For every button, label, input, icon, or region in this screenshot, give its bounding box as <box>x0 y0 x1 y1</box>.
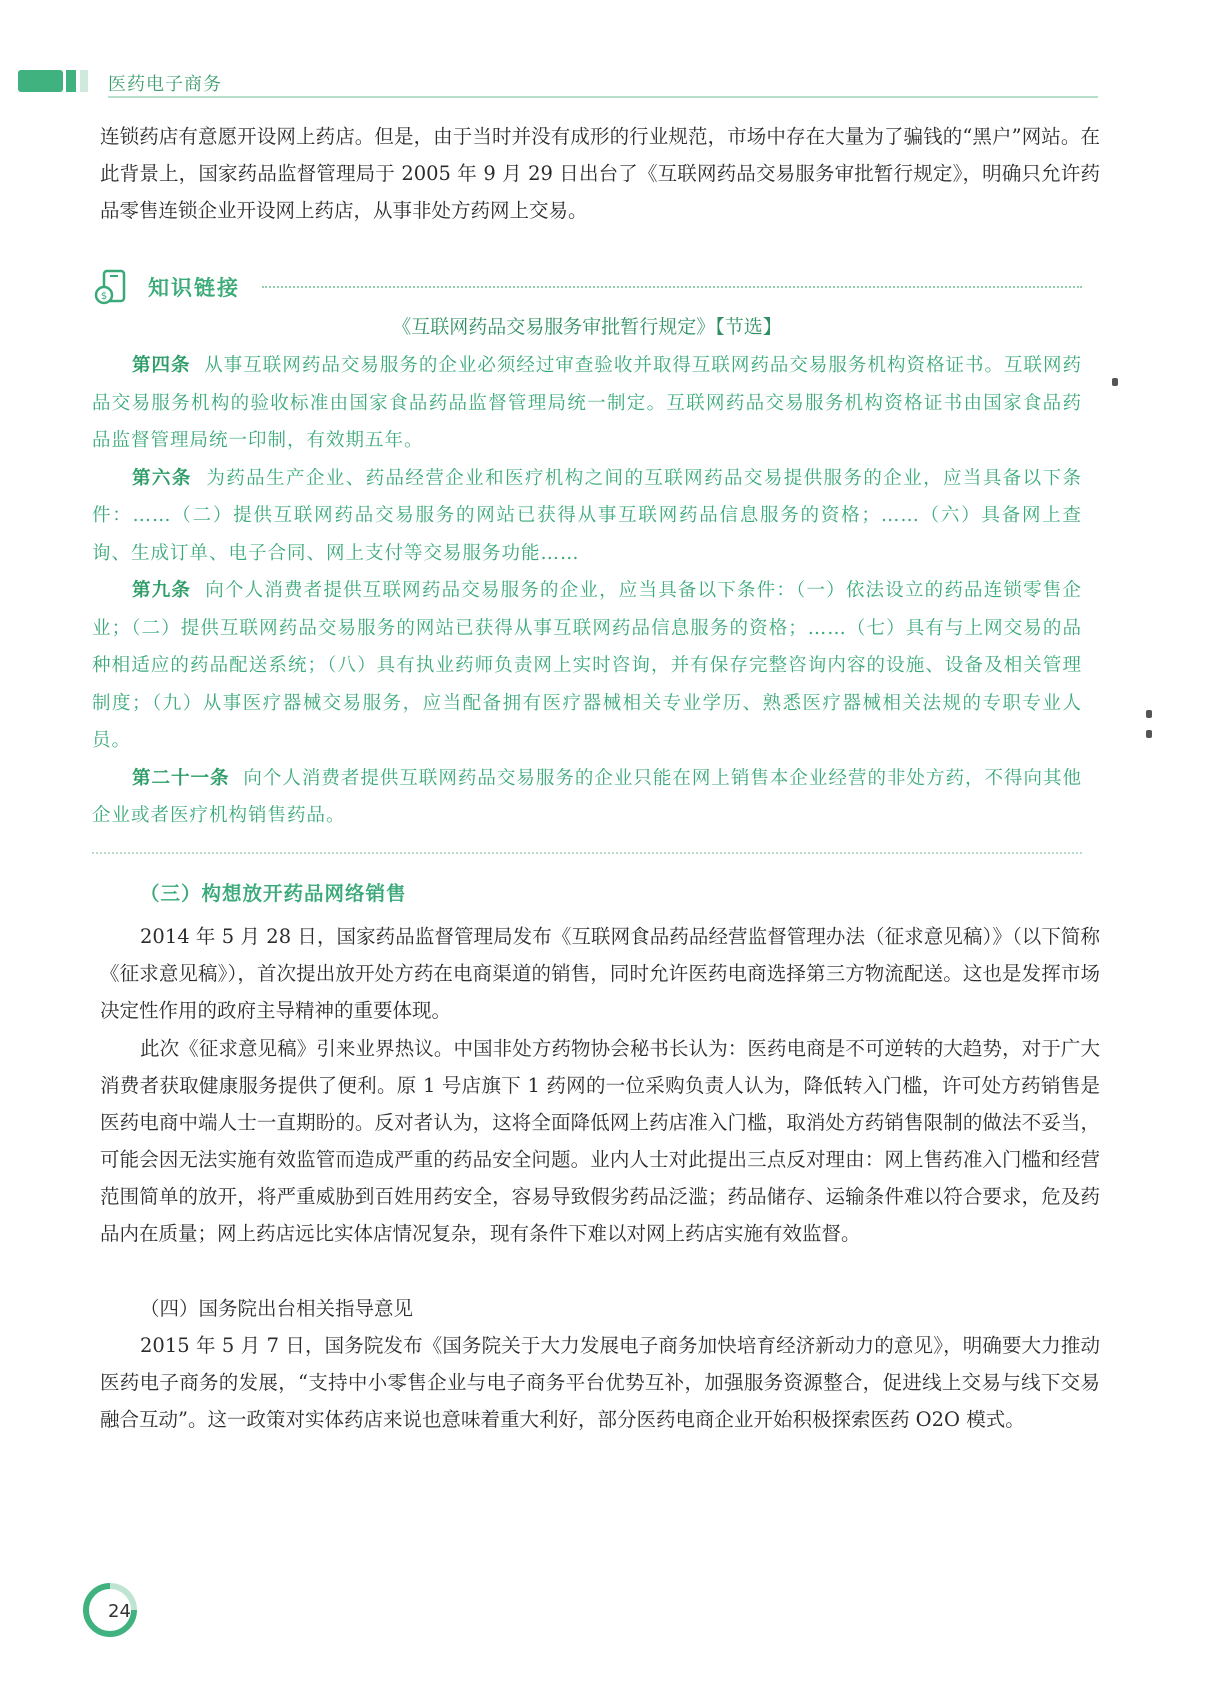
article-text: 向个人消费者提供互联网药品交易服务的企业，应当具备以下条件：（一）依法设立的药品连锁零售企业；（二）提供互联网药品交易服务的网站已获得从事互联网药品信息服务的资格；……（七）具有与上网交易的品种相适应的药品配送系统；（八）具有执业药师负责网上实时咨询，并有保存完整咨询内容的设施、设备及相关管理制度；（九）从事医疗器械交易服务，应当配备拥有医疗器械相关专业学历、熟悉医疗器械相关法规的专职专业人员。 <box>92 580 1082 751</box>
section4-paragraph-1: 2015 年 5 月 7 日，国务院发布《国务院关于大力发展电子商务加快培育经济新动力的意见》，明确要大力推动医药电子商务的发展，“支持中小零售企业与电子商务平台优势互补，加强服务资源整合，促进线上交易与线下交易融合互动”。这一政策对实体药店来说也意味着重大利好，部分医药电商企业开始积极探索医药 O2O 模式。 <box>100 1334 1100 1431</box>
section3-paragraph-1: 2014 年 5 月 28 日，国家药品监督管理局发布《互联网食品药品经营监督管理办法（征求意见稿）》（以下简称《征求意见稿》），首次提出放开处方药在电商渠道的销售，同时允许医药电商选择第三方物流配送。这也是发挥市场决定性作用的政府主导精神的重要体现。 <box>100 925 1100 1022</box>
article-text: 从事互联网药品交易服务的企业必须经过审查验收并取得互联网药品交易服务机构资格证书。互联网药品交易服务机构的验收标准由国家食品药品监督管理局统一制定。互联网药品交易服务机构资格证书由国家食品药品监督管理局统一印制，有效期五年。 <box>92 355 1082 451</box>
article-21 <box>92 760 1082 835</box>
intro-paragraph: 连锁药店有意愿开设网上药店。但是，由于当时并没有成形的行业规范，市场中存在大量为了骗钱的“黑户”网站。在此背景上，国家药品监督管理局于 2005 年 9 月 29 日出台了《互联网药品交易服务审批暂行规定》，明确只允许药品零售连锁企业开设网上药店，从事非处方药网上交易。 <box>100 125 1100 222</box>
article-9 <box>92 572 1082 760</box>
excerpt-title: 《互联网药品交易服务审批暂行规定》【节选】 <box>392 316 782 338</box>
running-header <box>18 70 1088 100</box>
section3-paragraph-2: 此次《征求意见稿》引来业界热议。中国非处方药物协会秘书长认为：医药电商是不可逆转的大趋势，对于广大消费者获取健康服务提供了便利。原 1 号店旗下 1 药网的一位采购负责人认为，降低转入门槛，许可处方药销售是医药电商中端人士一直期盼的。反对者认为，这将全面降低网上药店准入门槛，取消处方药销售限制的做法不妥当，可能会因无法实施有效监管而造成严重的药品安全问题。业内人士对此提出三点反对理由：网上售药准入门槛和经营范围简单的放开，将严重威胁到百姓用药安全，容易导致假劣药品泛滥；药品储存、运输条件难以符合要求，危及药品内在质量；网上药店远比实体店情况复杂，现有条件下难以对网上药店实施有效监督。 <box>100 1037 1100 1245</box>
knowledge-link-header <box>92 268 1082 308</box>
header-rule <box>108 96 1098 98</box>
scan-mark <box>1146 730 1152 738</box>
section-heading: （四）国务院出台相关指导意见 <box>140 1297 414 1320</box>
knowledge-link-box <box>92 312 1082 860</box>
svg-text:$: $ <box>100 291 108 302</box>
header-decoration <box>80 70 88 92</box>
article-name: 第九条 <box>132 580 192 601</box>
running-header-title: 医药电子商务 <box>108 74 222 95</box>
article-name: 第六条 <box>132 467 192 489</box>
dotted-rule <box>92 852 1082 854</box>
article-name: 第二十一条 <box>132 767 230 789</box>
article-name: 第四条 <box>132 355 191 376</box>
header-decoration <box>18 70 63 92</box>
article-text: 为药品生产企业、药品经营企业和医疗机构之间的互联网药品交易提供服务的企业，应当具备以下条件：……（二）提供互联网药品交易服务的网站已获得从事互联网药品信息服务的资格；……（六）具备网上查询、生成订单、电子合同、网上支付等交易服务功能…… <box>92 467 1082 564</box>
article-text: 向个人消费者提供互联网药品交易服务的企业只能在网上销售本企业经营的非处方药，不得向其他企业或者医疗机构销售药品。 <box>92 767 1082 826</box>
scan-mark <box>1146 710 1152 718</box>
header-decoration <box>66 70 76 92</box>
article-6 <box>92 460 1082 573</box>
article-4 <box>92 347 1082 460</box>
section-heading: （三）构想放开药品网络销售 <box>140 882 407 905</box>
dotted-rule <box>262 286 1082 288</box>
page-number: 24 <box>108 1601 131 1622</box>
knowledge-link-label: 知识链接 <box>148 276 240 300</box>
scan-mark <box>1112 378 1118 386</box>
mobile-payment-icon <box>92 268 130 306</box>
